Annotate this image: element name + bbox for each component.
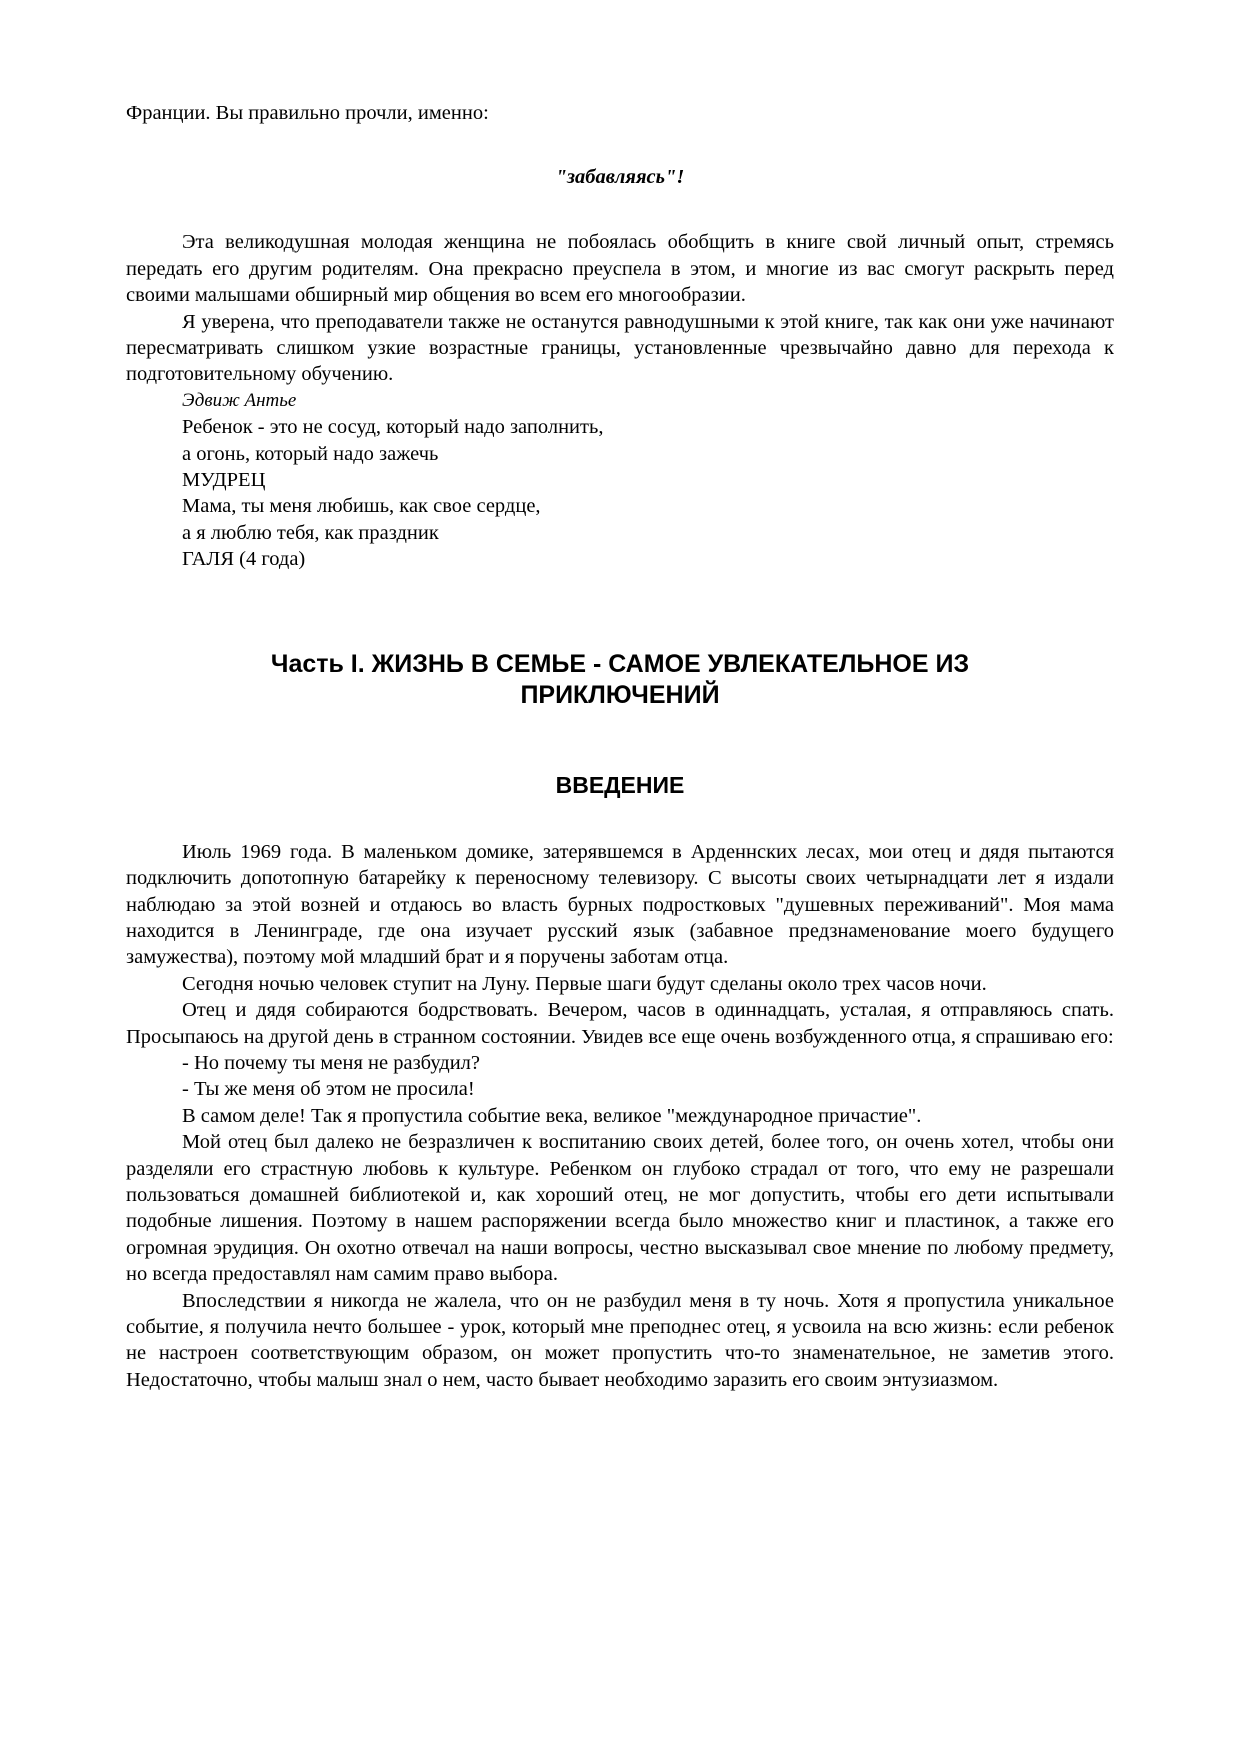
paragraph-7: Мой отец был далеко не безразличен к воспитанию своих детей, более того, он очень хотел, чтобы они разделяли его страстную любовь к культуре. Ребенком он глубоко страдал от того, что ему не разрешали пользоваться домашней библиотекой и, как хороший отец, не мог допустить, чтобы его дети испытывали подобные лишения. Поэтому в нашем распоряжении всегда было множество книг и пластинок, а также его огромная эрудиция. Он охотно отвечал на наши вопросы, честно высказывал свое мнение по любому предмету, но всегда предоставлял нам самим право выбора.	[126, 1131, 1114, 1286]
paragraph-3: Июль 1969 года. В маленьком домике, затерявшемся в Арденнских лесах, мои отец и дядя пытаются подключить допотопную батарейку к переносному телевизору. С высоты своих четырнадцати лет я издали наблюдаю за этой возней и отдаюсь во власть бурных подростковых "душевных переживаний". Моя мама находится в Ленинграде, где она изучает русский язык (забавное предзнаменование моего будущего замужества), поэтому мой младший брат и я поручены заботам отца.	[126, 840, 1114, 969]
dialogue-line-2: - Ты же меня об этом не просила!	[182, 1078, 475, 1101]
epigraph-line-4: а я люблю тебя, как праздник	[182, 521, 439, 544]
epigraph-block	[126, 388, 1114, 573]
spacer	[126, 711, 1114, 771]
paragraph-1: Эта великодушная молодая женщина не побоялась обобщить в книге свой личный опыт, стремясь передать его другим родителям. Она прекрасно преуспела в этом, и многие из вас смогут раскрыть перед своими малышами обширный мир общения во всем его многообразии.	[126, 231, 1114, 307]
page-title: Часть I. ЖИЗНЬ В СЕМЬЕ - САМОЕ УВЛЕКАТЕЛЬНОЕ ИЗ ПРИКЛЮЧЕНИЙ	[270, 649, 970, 709]
dialogue-line-1: - Но почему ты меня не разбудил?	[182, 1051, 481, 1074]
spacer	[126, 189, 1114, 229]
continued-paragraph: Франции. Вы правильно прочли, именно:	[126, 102, 489, 124]
spacer	[126, 126, 1114, 166]
paragraph-8: Впоследствии я никогда не жалела, что он не разбудил меня в ту ночь. Хотя я пропустила уникальное событие, я получила нечто большее - урок, который мне преподнес отец, я усвоила на всю жизнь: если ребенок не настроен соответствующим образом, он может пропустить что-то знаменательное, не заметив этого. Недостаточно, чтобы малыш знал о нем, часто бывает необходимо заразить его своим энтузиазмом.	[126, 1289, 1114, 1391]
epigraph-line-1: Ребенок - это не сосуд, который надо заполнить,	[182, 416, 604, 439]
paragraph-4: Сегодня ночью человек ступит на Луну. Первые шаги будут сделаны около трех часов ночи.	[182, 972, 987, 995]
spacer	[126, 799, 1114, 839]
epigraph-line-2: а огонь, который надо зажечь	[182, 442, 439, 465]
paragraph-5: Отец и дядя собираются бодрствовать. Вечером, часов в одиннадцать, усталая, я отправляюсь спать. Просыпаюсь на другой день в странном состоянии. Увидев все еще очень возбужденного отца, я спрашиваю его:	[126, 999, 1114, 1048]
epigraph-source-1: МУДРЕЦ	[182, 469, 266, 492]
paragraph-6: В самом деле! Так я пропустила событие века, великое "международное причастие".	[182, 1104, 922, 1127]
paragraph-2: Я уверена, что преподаватели также не останутся равнодушными к этой книге, так как они уже начинают пересматривать слишком узкие возрастные границы, установленные чрезвычайно давно для перехода к подготовительному обучению.	[126, 310, 1114, 386]
epigraph-line-3: Мама, ты меня любишь, как свое сердце,	[182, 495, 541, 518]
epigraph-source-2: ГАЛЯ (4 года)	[182, 548, 306, 571]
spacer	[126, 573, 1114, 649]
section-heading-introduction: ВВЕДЕНИЕ	[555, 771, 685, 798]
epigraph-author: Эдвиж Антье	[182, 389, 297, 411]
centered-emphasis-quote: "забавляясь"!	[555, 166, 685, 189]
